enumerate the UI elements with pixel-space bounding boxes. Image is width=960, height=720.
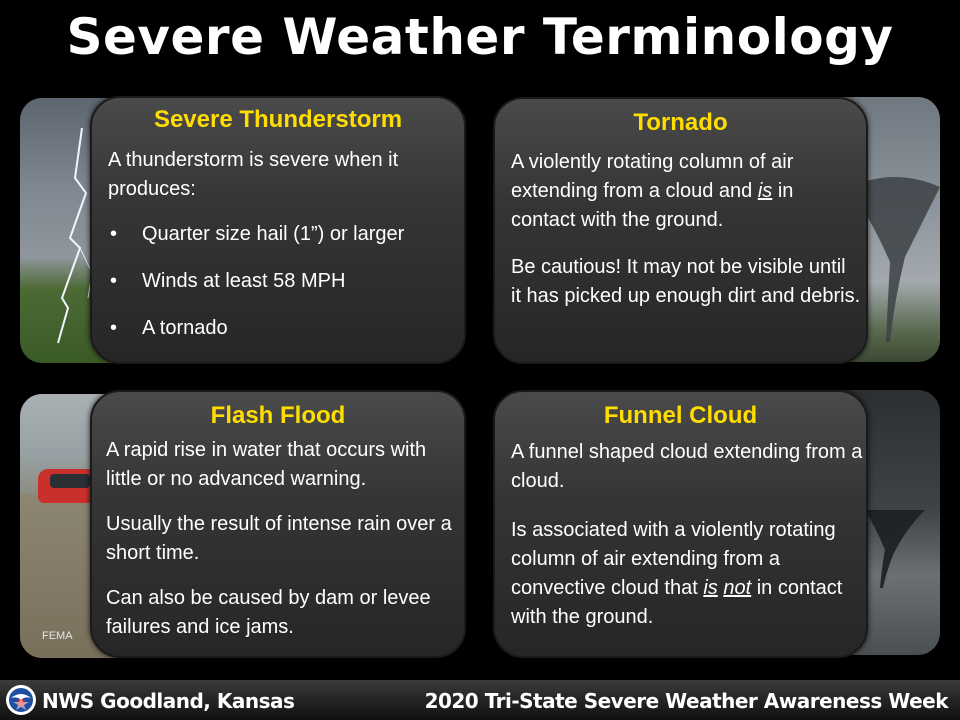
tornado-card: [493, 97, 868, 364]
list-item: • Quarter size hail (1”) or larger: [110, 220, 460, 267]
bullet-icon: •: [110, 270, 118, 292]
nws-logo-icon: [5, 684, 37, 716]
card-title: Flash Flood: [210, 402, 346, 429]
card-paragraph: A violently rotating column of air extending from a cloud and is in contact with the ground.: [511, 151, 794, 231]
bullet-list: [110, 220, 460, 361]
photo-credit: FEMA: [42, 630, 73, 642]
list-item: • A tornado: [110, 314, 460, 361]
page-title: Severe Weather Terminology: [66, 8, 894, 66]
card-paragraph: Be cautious! It may not be visible until it has picked up enough dirt and debris.: [511, 256, 861, 307]
card-paragraph: A rapid rise in water that occurs with little or no advanced warning.: [106, 439, 427, 490]
list-item: • Winds at least 58 MPH: [110, 267, 460, 314]
card-intro: A thunderstorm is severe when it produces:: [108, 149, 399, 200]
severe-thunderstorm-card: [90, 96, 466, 364]
flash-flood-card: [90, 390, 466, 658]
bullet-icon: •: [110, 317, 118, 339]
card-paragraph: Can also be caused by dam or levee failures and ice jams.: [106, 587, 431, 638]
card-title: Tornado: [633, 109, 728, 136]
event-name: 2020 Tri-State Severe Weather Awareness Week: [424, 689, 948, 713]
funnel-icon: [865, 510, 925, 590]
card-paragraph: Is associated with a violently rotating column of air extending from a convective cloud that is not in contact with the ground.: [511, 519, 843, 628]
card-title: Funnel Cloud: [603, 402, 758, 429]
card-title: Severe Thunderstorm: [153, 106, 403, 133]
office-name: NWS Goodland, Kansas: [42, 689, 295, 713]
card-paragraph: Usually the result of intense rain over a short time.: [106, 513, 452, 564]
card-paragraph: A funnel shaped cloud extending from a cloud.: [511, 441, 863, 492]
funnel-cloud-card: [493, 390, 868, 658]
bullet-icon: •: [110, 223, 118, 245]
